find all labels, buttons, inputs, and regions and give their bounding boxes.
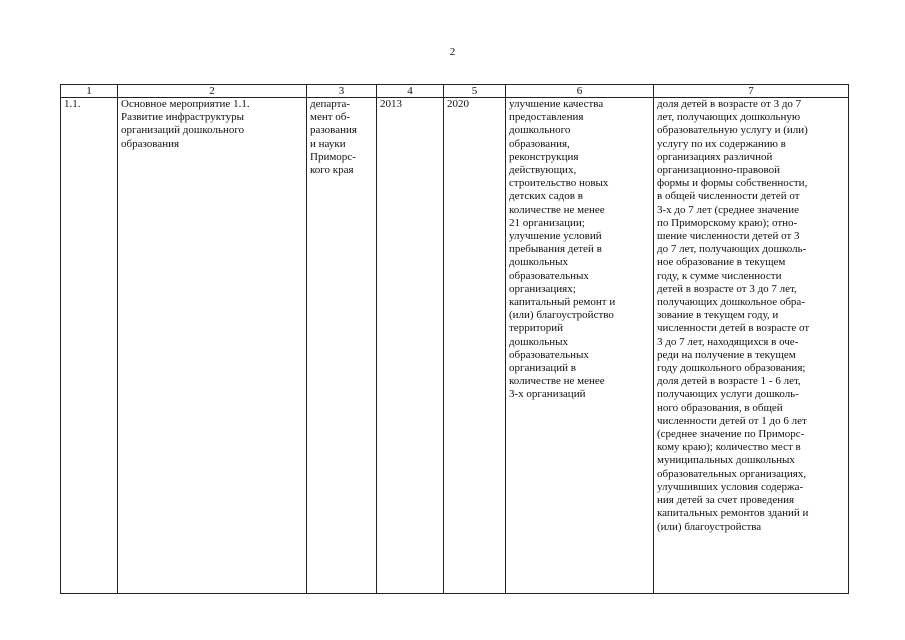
result-line: предоставления	[509, 111, 584, 124]
expected-result	[506, 98, 654, 594]
executor-line: департа-	[310, 98, 351, 110]
result-line: 21 организации;	[509, 216, 585, 229]
result-line: реконструкция	[509, 150, 579, 163]
indicator-line: году дошкольного образования;	[657, 362, 806, 375]
result-line: образовательных	[509, 269, 589, 282]
result-line: дошкольных	[509, 256, 568, 269]
indicator-line: году, к сумме численности	[657, 269, 782, 282]
indicator-line: капитальных ремонтов зданий и	[657, 507, 809, 520]
event-line: Развитие инфраструктуры	[121, 111, 244, 124]
start-year: 2013	[377, 98, 444, 594]
indicator-line: получающих услуги дошколь-	[657, 388, 799, 401]
indicator-line: ное образование в текущем	[657, 256, 786, 269]
indicator-line: численности детей в возрасте от	[657, 322, 810, 335]
indicator-line: организационно-правовой	[657, 164, 780, 177]
result-line: дошкольного	[509, 124, 571, 137]
indicator-line: услугу по их содержанию в	[657, 137, 786, 150]
executor-line: мент об-	[310, 111, 351, 124]
indicator-line: ния детей за счет проведения	[657, 494, 795, 507]
column-header-6: 6	[506, 85, 654, 98]
event-line: образования	[121, 137, 180, 150]
result-line: образования,	[509, 137, 570, 150]
indicator-line: (среднее значение по Приморс-	[657, 428, 805, 441]
event-line: Основное мероприятие 1.1.	[121, 98, 250, 110]
result-line: пребывания детей в	[509, 243, 602, 256]
indicators	[654, 98, 849, 594]
indicator-line: реди на получение в текущем	[657, 348, 796, 361]
column-number-row	[61, 85, 849, 98]
table-row	[61, 98, 849, 594]
result-line: капитальный ремонт и	[509, 296, 616, 309]
column-header-1: 1	[61, 85, 118, 98]
result-line: строительство новых	[509, 177, 609, 190]
measures-table	[60, 84, 849, 594]
result-line: 3-х организаций	[509, 388, 586, 401]
column-header-2: 2	[118, 85, 307, 98]
result-line: действующих,	[509, 164, 577, 177]
end-year: 2020	[444, 98, 506, 594]
row-number: 1.1.	[61, 98, 118, 594]
indicator-line: в общей численности детей от	[657, 190, 800, 203]
result-line: организаций в	[509, 362, 576, 375]
indicator-line: формы и формы собственности,	[657, 177, 808, 190]
event-line: организаций дошкольного	[121, 124, 245, 137]
indicator-line: организациях различной	[657, 150, 773, 163]
result-line: количестве не менее	[509, 375, 605, 388]
result-line: территорий	[509, 322, 564, 335]
indicator-line: улучшивших условия содержа-	[657, 480, 804, 493]
executor-line: Приморс-	[310, 150, 356, 163]
indicator-line: (или) благоустройства	[657, 520, 762, 533]
indicator-line: по Приморскому краю); отно-	[657, 216, 798, 229]
indicator-line: до 7 лет, получающих дошколь-	[657, 243, 807, 256]
event-name	[118, 98, 307, 594]
indicator-line: численности детей от 1 до 6 лет	[657, 414, 807, 427]
result-line: детских садов в	[509, 190, 583, 203]
page-number: 2	[449, 46, 456, 58]
result-line: образовательных	[509, 348, 589, 361]
indicator-line: ного образования, в общей	[657, 401, 783, 414]
result-line: количестве не менее	[509, 203, 605, 216]
indicator-line: образовательную услугу и (или)	[657, 124, 808, 137]
column-header-3: 3	[307, 85, 377, 98]
indicator-line: муниципальных дошкольных	[657, 454, 795, 467]
indicator-line: доля детей в возрасте 1 - 6 лет,	[657, 375, 801, 388]
executor-line: разования	[310, 124, 357, 137]
indicator-line: кому краю); количество мест в	[657, 441, 801, 454]
column-header-7: 7	[654, 85, 849, 98]
result-line: (или) благоустройство	[509, 309, 614, 322]
result-line: дошкольных	[509, 335, 568, 348]
indicator-line: зование в текущем году, и	[657, 309, 779, 322]
indicator-line: детей в возрасте от 3 до 7 лет,	[657, 282, 797, 295]
executor-line: кого края	[310, 164, 354, 177]
executor-line: и науки	[310, 137, 346, 150]
indicator-line: шение численности детей от 3	[657, 230, 800, 243]
indicator-line: 3-х до 7 лет (среднее значение	[657, 203, 799, 216]
result-line: улучшение качества	[509, 98, 604, 110]
indicator-line: лет, получающих дошкольную	[657, 111, 801, 124]
indicator-line: 3 до 7 лет, находящихся в оче-	[657, 335, 799, 348]
indicator-line: получающих дошкольное обра-	[657, 296, 805, 309]
column-header-4: 4	[377, 85, 444, 98]
column-header-5: 5	[444, 85, 506, 98]
executor	[307, 98, 377, 594]
indicator-line: доля детей в возрасте от 3 до 7	[657, 98, 802, 110]
indicator-line: образовательных организациях,	[657, 467, 807, 480]
result-line: организациях;	[509, 282, 576, 295]
result-line: улучшение условий	[509, 230, 602, 243]
